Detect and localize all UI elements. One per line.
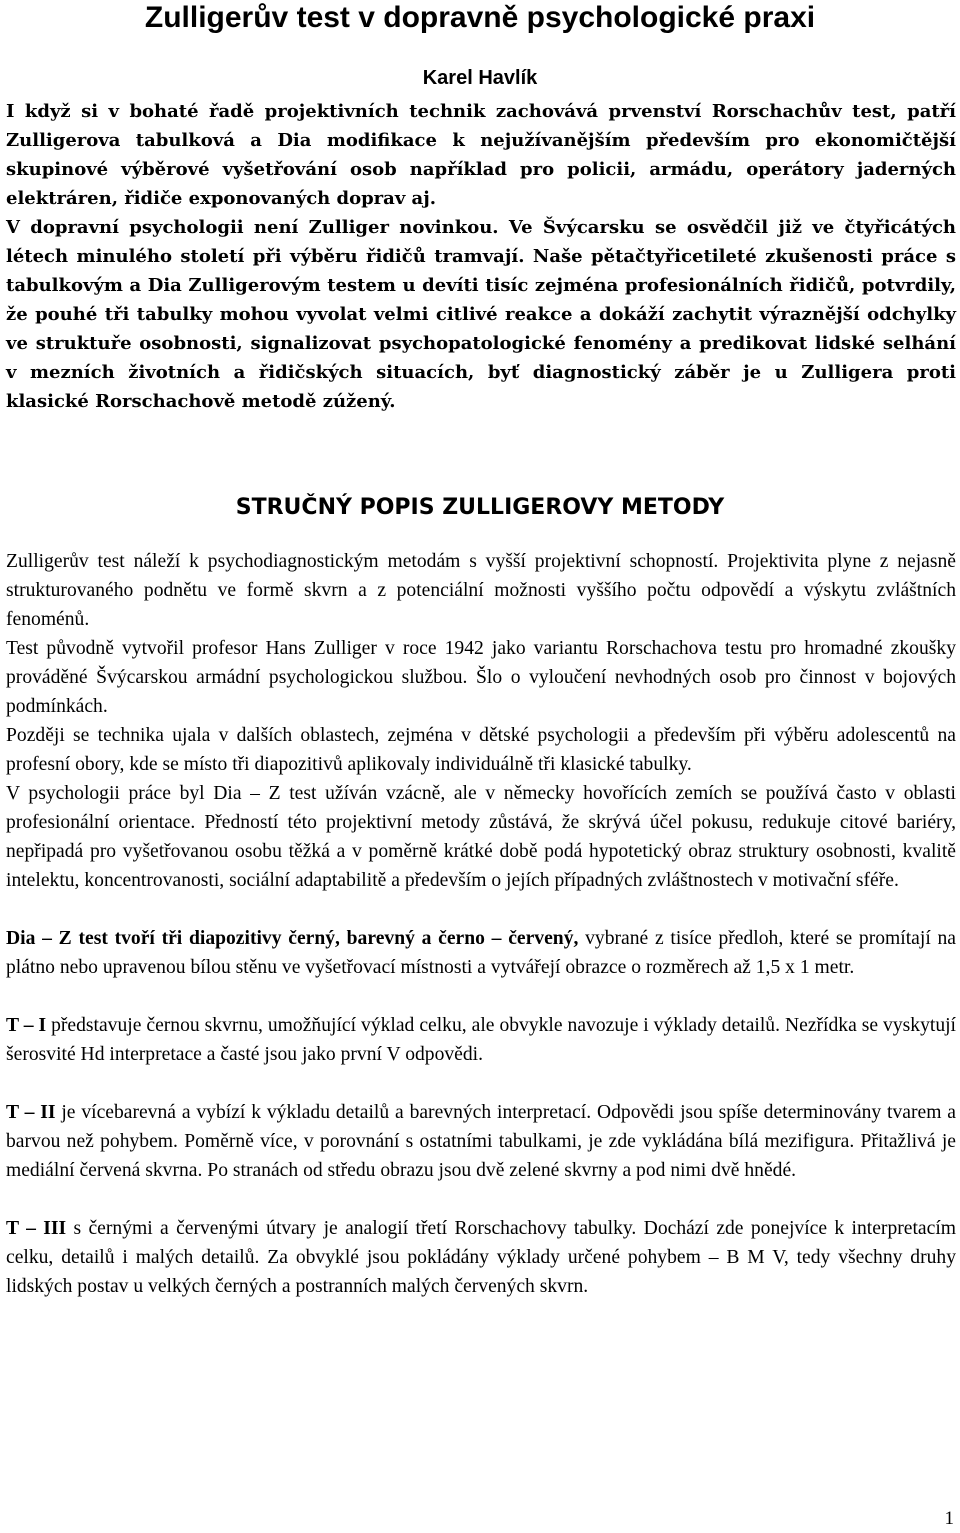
body-paragraph-3: Později se technika ujala v dalších oblastech, zejména v dětské psychologii a především při výběru adolescentů na profesní obory, kde se místo tři diapozitivů aplikovaly individuálně tři klasické tabulky. xyxy=(6,725,956,775)
body-paragraph-2: Test původně vytvořil profesor Hans Zulliger v roce 1942 jako variantu Rorschachova testu pro hromadné zkoušky prováděné Švýcarskou armádní psychologickou službou. Šlo o vyloučení nevhodných osob pro činnost v bojových podmínkách. xyxy=(6,638,956,717)
paragraph-8-text: s černými a červenými útvary je analogií třetí Rorschachovy tabulky. Dochází zde ponejvíce k interpretacím celku, detailů i malých detailů. Za obvyklé jsou pokládány výklady určené pohybem – B M V, tedy všechny druhy lidských postav u velkých černých a postranních malých červených skvrn. xyxy=(6,1218,956,1297)
intro-paragraph-1: I když si v bohaté řadě projektivních technik zachovává prvenství Rorschachův test, patří Zulligerova tabulková a Dia modifikace k nejužívanějším především pro ekonomičtější skupinové výběrové vyšetřování osob například pro policii, armádu, operátory jaderných elektráren, řidiče exponovaných doprav aj. xyxy=(6,101,956,209)
body-paragraph-8 xyxy=(6,1214,956,1301)
intro-section xyxy=(6,97,956,416)
section-heading: STRUČNÝ POPIS ZULLIGEROVY METODY xyxy=(235,495,725,520)
page-number: 1 xyxy=(944,1508,954,1529)
document-title: Zulligerův test v dopravně psychologické praxi xyxy=(144,1,816,34)
paragraph-6-bold: T – I xyxy=(6,1015,47,1036)
paragraph-7-text: je vícebarevná a vybízí k výkladu detailů a barevných interpretací. Odpovědi jsou spíše determinovány tvarem a barvou než pohybem. Poměrně více, v porovnání s ostatními tabulkami, je zde vykládána bílá mezifigura. Přitažlivá je mediální červená skvrna. Po stranách od středu obrazu jsou dvě zelené skvrny a pod nimi dvě hnědé. xyxy=(6,1102,957,1181)
paragraph-5-bold: Dia – Z test tvoří tři diapozitivy černý, barevný a černo – červený, xyxy=(6,928,579,949)
author-name: Karel Havlík xyxy=(422,67,538,89)
intro-paragraph-2: V dopravní psychologii není Zulliger novinkou. Ve Švýcarsku se osvědčil již ve čtyřicátých létech minulého století při výběru řidičů tramvají. Naše pětačtyřicetileté zkušenosti práce s tabulkovým a Dia Zulligerovým testem u devíti tisíc zejména profesionálních řidičů, potvrdily, že pouhé tři tabulky mohou vyvolat velmi citlivé reakce a dokáží zachytit výraznější odchylky ve struktuře osobnosti, signalizovat psychopatologické fenomény a predikovat lidské selhání v mezních životních a řidičských situacích, byť diagnostický záběr je u Zulligera proti klasické Rorschachově metodě zúžený. xyxy=(6,217,956,412)
body-paragraph-5 xyxy=(6,924,956,982)
paragraph-8-bold: T – III xyxy=(6,1218,67,1239)
body-paragraph-4: V psychologii práce byl Dia – Z test užíván vzácně, ale v německy hovořících zemích se používá často v oblasti profesionální orientace. Předností této projektivní metody zůstává, že skrývá účel pokusu, redukuje citové bariéry, nepřipadá pro vyšetřovanou osobu těžká a v poměrně krátké době podá hypotetický obraz struktury osobnosti, kvalitě intelektu, koncentrovanosti, sociální adaptabilitě a především o jejích případných zvláštnostech v motivační sféře. xyxy=(6,783,956,891)
body-paragraph-7 xyxy=(6,1098,956,1185)
paragraph-6-text: představuje černou skvrnu, umožňující výklad celku, ale obvykle navozuje i výklady detailů. Nezřídka se vyskytují šerosvité Hd interpretace a časté jsou jako první V odpovědi. xyxy=(6,1015,957,1065)
body-section xyxy=(6,547,956,1301)
body-paragraph-6 xyxy=(6,1011,956,1069)
body-paragraph-1: Zulligerův test náleží k psychodiagnostickým metodám s vyšší projektivní schopností. Projektivita plyne z nejasně strukturovaného podnětu ve formě skvrn a z potenciální možnosti vyššího počtu odpovědí a výskytu zvláštních fenoménů. xyxy=(6,551,956,630)
paragraph-7-bold: T – II xyxy=(6,1102,56,1123)
paragraph-5-text: vybrané z tisíce předloh, které se promítají na plátno nebo upravenou bílou stěnu ve vyšetřovací místnosti a vytvářejí obrazce o rozměrech až 1,5 x 1 metr. xyxy=(6,928,956,978)
